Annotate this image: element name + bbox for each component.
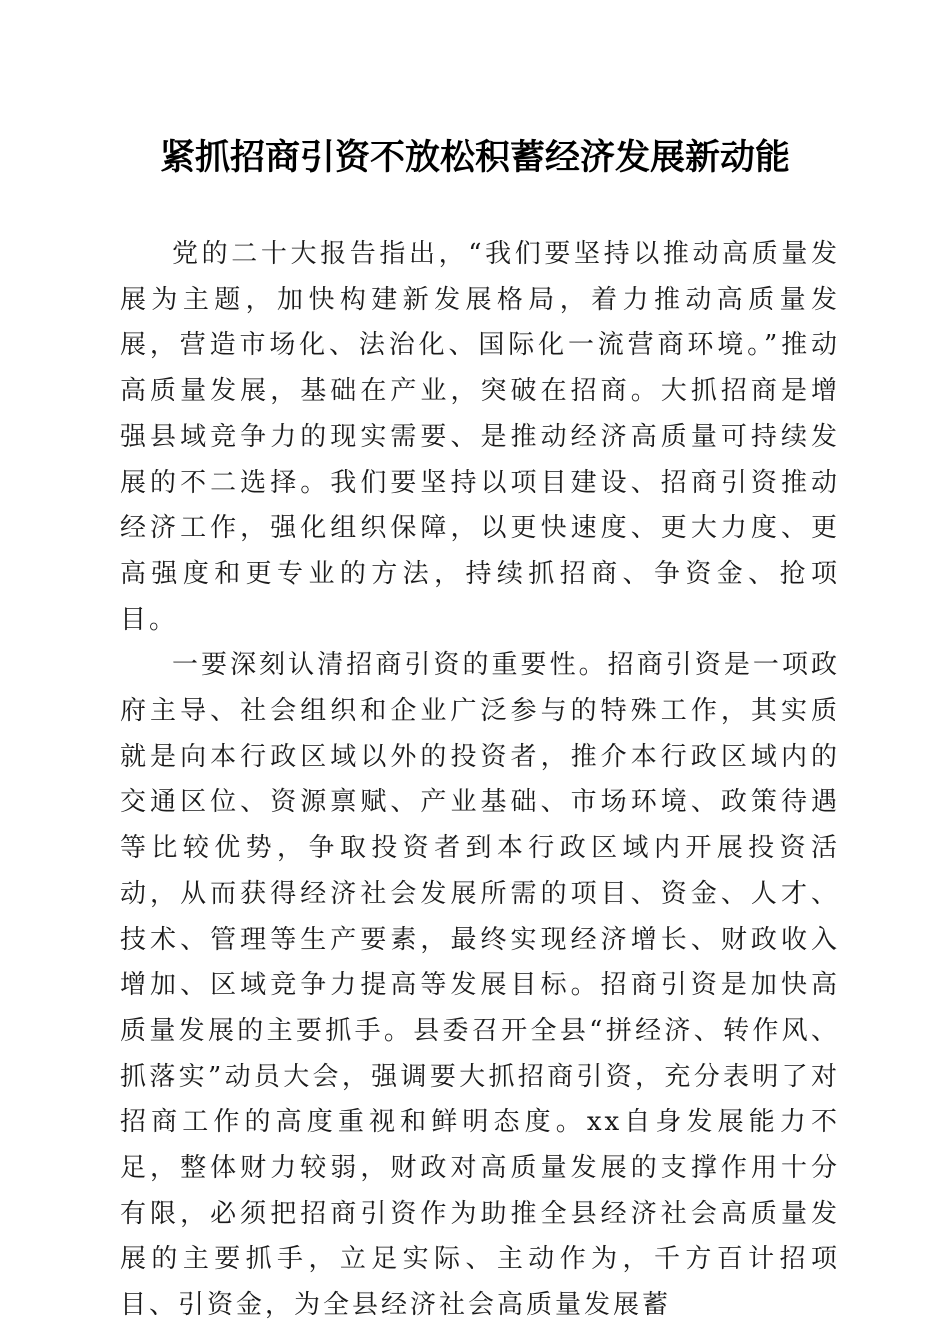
paragraph-1: 党的二十大报告指出，“我们要坚持以推动高质量发展为主题，加快构建新发展格局，着力推动高质量发展，营造市场化、法治化、国际化一流营商环境。”推动高质量发展，基础在产业，突破在招商。大抓招商是增强县域竞争力的现实需要、是推动经济高质量可持续发展的不二选择。我们要坚持以项目建设、招商引资推动经济工作，强化组织保障，以更快速度、更大力度、更高强度和更专业的方法，持续抓招商、争资金、抢项目。 (120, 239, 840, 635)
document-body (120, 232, 840, 1329)
paragraph-2: 一要深刻认清招商引资的重要性。招商引资是一项政府主导、社会组织和企业广泛参与的特殊工作，其实质就是向本行政区域以外的投资者，推介本行政区域内的交通区位、资源禀赋、产业基础、市场环境、政策待遇等比较优势，争取投资者到本行政区域内开展投资活动，从而获得经济社会发展所需的项目、资金、人才、技术、管理等生产要素，最终实现经济增长、财政收入增加、区域竞争力提高等发展目标。招商引资是加快高质量发展的主要抓手。县委召开全县“拼经济、转作风、抓落实”动员大会，强调要大抓招商引资，充分表明了对招商工作的高度重视和鲜明态度。xx自身发展能力不足，整体财力较弱，财政对高质量发展的支撑作用十分有限，必须把招商引资作为助推全县经济社会高质量发展的主要抓手，立足实际、主动作为，千方百计招项目、引资金，为全县经济社会高质量发展蓄 (120, 650, 840, 1321)
document-title: 紧抓招商引资不放松积蓄经济发展新动能 (159, 137, 790, 178)
